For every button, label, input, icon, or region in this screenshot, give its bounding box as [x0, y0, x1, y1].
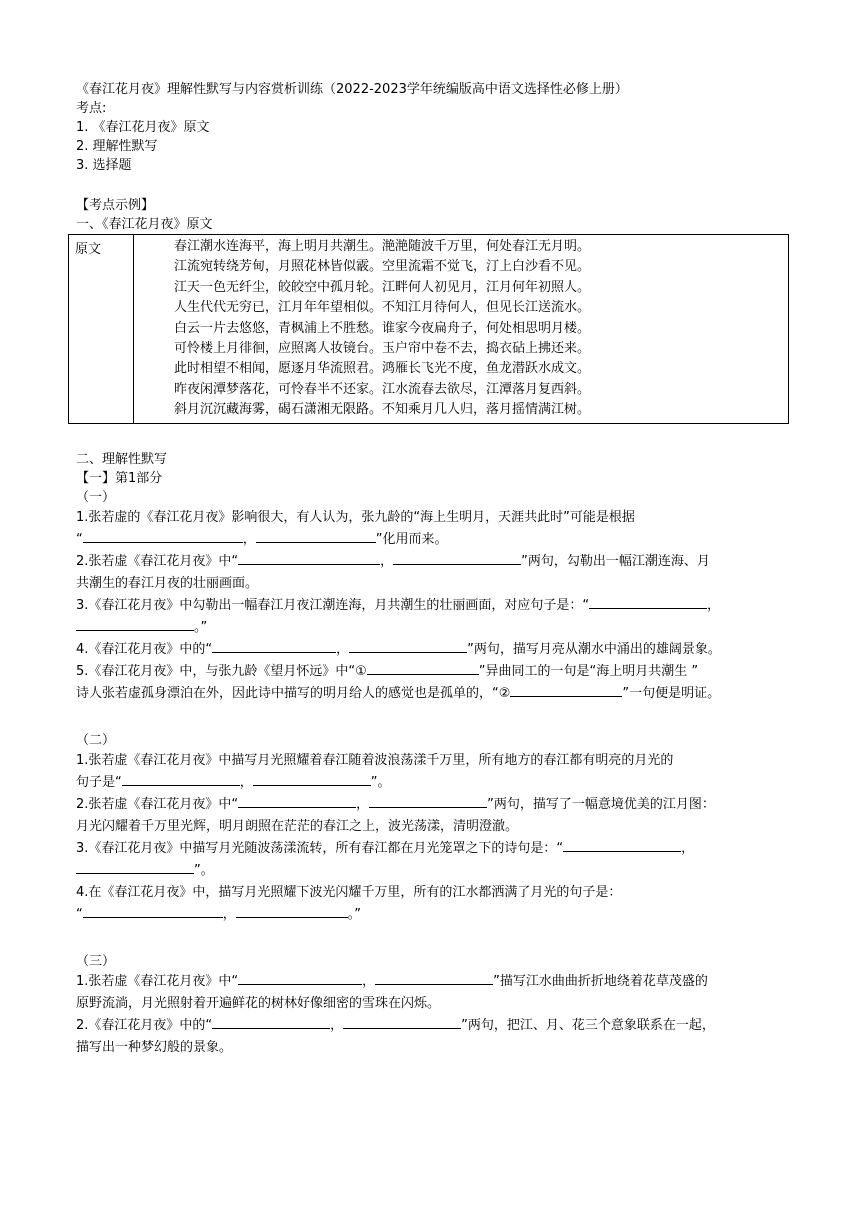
fill-blank[interactable] [212, 1015, 330, 1029]
text: ， [707, 597, 721, 613]
text: 2.张若虚《春江花月夜》中“ [76, 553, 239, 569]
g1-q1-line1: 1.张若虚的《春江花月夜》影响很大，有人认为，张九龄的“海上生明月，天涯共此时”可能是根据 [76, 509, 635, 525]
g1-q1-line2 [76, 529, 786, 551]
text: ， [681, 840, 695, 856]
text: 2.张若虚《春江花月夜》中“ [76, 796, 239, 812]
kaodian-item-2: 2. 理解性默写 [76, 139, 158, 154]
text: ， [380, 553, 394, 569]
text: ”两句，勾勒出一幅江潮连海、月 [521, 553, 710, 569]
g1-q2-line1 [76, 551, 786, 573]
poem-line: 斜月沉沉藏海雾，碣石潇湘无限路。不知乘月几人归，落月摇情满江树。 [174, 402, 591, 418]
fill-blank[interactable] [369, 794, 487, 808]
text: 4.《春江花月夜》中的“ [76, 641, 213, 657]
text: 诗人张若虚孤身漂泊在外，因此诗中描写的明月给人的感觉也是孤单的，“② [76, 685, 511, 701]
poem-line: 白云一片去悠悠，青枫浦上不胜愁。谁家今夜扁舟子，何处相思明月楼。 [174, 320, 591, 336]
text: ， [362, 973, 376, 989]
fill-blank[interactable] [253, 772, 371, 786]
poem-line: 人生代代无穷已，江月年年望相似。不知江月待何人，但见长江送流水。 [174, 300, 591, 316]
kaodian-item-3: 3. 选择题 [76, 158, 132, 173]
fill-blank[interactable] [238, 551, 380, 565]
poem-table [68, 234, 789, 424]
kaodian-label: 考点: [76, 101, 107, 116]
poem-line: 江天一色无纤尘，皎皎空中孤月轮。江畔何人初见月，江月何年初照人。 [174, 279, 591, 295]
text: ”两句，描写月亮从潮水中涌出的雄阔景象。 [467, 641, 721, 657]
g2-q3-line2 [76, 860, 786, 882]
g2-q1-line2 [76, 772, 786, 794]
fill-blank[interactable] [83, 529, 243, 543]
text: 1.张若虚《春江花月夜》中“ [76, 973, 239, 989]
text: ”一句便是明证。 [622, 685, 721, 701]
text: ”。 [194, 862, 214, 878]
section2-title: 二、理解性默写 [76, 451, 168, 467]
part1-title: 【一】第1部分 [76, 470, 163, 486]
text: 3.《春江花月夜》中勾勒出一幅春江月夜江潮连海，月共潮生的壮丽画面，对应句子是：“ [76, 597, 590, 613]
fill-blank[interactable] [367, 661, 479, 675]
text: ”。 [370, 774, 391, 790]
g2-q4-line2 [76, 904, 786, 926]
fill-blank[interactable] [563, 838, 681, 852]
g1-q3-line2 [76, 617, 786, 639]
text: 5.《春江花月夜》中，与张九龄《望月怀远》中“① [76, 663, 367, 679]
fill-blank[interactable] [589, 595, 707, 609]
poem-line: 此时相望不相闻，愿逐月华流照君。鸿雁长飞光不度，鱼龙潜跃水成文。 [174, 361, 591, 377]
fill-blank[interactable] [238, 794, 356, 808]
g1-q5-line2 [76, 683, 786, 705]
text: ， [330, 1017, 344, 1033]
fill-blank[interactable] [236, 904, 348, 918]
fill-blank[interactable] [238, 971, 362, 985]
text: ”描写江水曲曲折折地绕着花草茂盛的 [493, 973, 708, 989]
g1-q2-line2: 共潮生的春江月夜的壮丽画面。 [76, 575, 259, 591]
g2-q2-line2: 月光闪耀着千万里光辉，明月朗照在茫茫的春江之上，波光荡漾，清明澄澈。 [76, 818, 519, 834]
g1-q4 [76, 639, 786, 661]
text: 2.《春江花月夜》中的“ [76, 1017, 213, 1033]
g2-q3-line1 [76, 838, 786, 860]
poem-line: 昨夜闲潭梦落花，可怜春半不还家。江水流春去欲尽，江潭落月复西斜。 [174, 381, 591, 397]
text: ”异曲同工的一句是“海上明月共潮生 ” [478, 663, 699, 679]
kaodian-item-1: 1. 《春江花月夜》原文 [76, 120, 210, 135]
fill-blank[interactable] [122, 772, 240, 786]
g2-q2-line1 [76, 794, 786, 816]
g2-q4-line1: 4.在《春江花月夜》中，描写月光照耀下波光闪耀千万里，所有的江水都洒满了月光的句子是： [76, 884, 622, 900]
text: ， [242, 531, 256, 547]
text: ， [356, 796, 370, 812]
text: 。” [347, 906, 362, 922]
fill-blank[interactable] [510, 683, 622, 697]
text: 句子是“ [76, 774, 122, 790]
text: “ [76, 531, 83, 547]
fill-blank[interactable] [375, 971, 493, 985]
text: ”化用而来。 [375, 531, 448, 547]
fill-blank[interactable] [343, 1015, 461, 1029]
g1-q3-line1 [76, 595, 786, 617]
text: 。” [194, 619, 208, 635]
g3-q2-line2: 描写出一种梦幻般的景象。 [76, 1039, 233, 1055]
fill-blank[interactable] [83, 904, 223, 918]
fill-blank[interactable] [76, 617, 194, 631]
text: ， [239, 774, 253, 790]
fill-blank[interactable] [212, 639, 336, 653]
example-header: 【考点示例】 [76, 198, 155, 213]
doc-title: 《春江花月夜》理解性默写与内容赏析训练（2022-2023学年统编版高中语文选择性必修上册） [76, 82, 628, 97]
text: ， [336, 641, 350, 657]
g3-q1-line1 [76, 971, 786, 993]
group1-label: （一） [76, 489, 116, 505]
group2-label: （二） [76, 732, 116, 748]
fill-blank[interactable] [76, 860, 194, 874]
poem-line: 可怜楼上月徘徊，应照离人妆镜台。玉户帘中卷不去，捣衣砧上拂还来。 [174, 341, 591, 357]
text: ”两句，把江、月、花三个意象联系在一起， [461, 1017, 715, 1033]
poem-line: 江流宛转绕芳甸，月照花林皆似霰。空里流霜不觉飞，汀上白沙看不见。 [174, 259, 591, 275]
g3-q1-line2: 原野流淌，月光照射着开遍鲜花的树林好像细密的雪珠在闪烁。 [76, 995, 441, 1011]
group3-label: （三） [76, 953, 116, 969]
text: 3.《春江花月夜》中描写月光随波荡漾流转，所有春江都在月光笼罩之下的诗句是：“ [76, 840, 564, 856]
g3-q2-line1 [76, 1015, 786, 1037]
g2-q1-line1: 1.张若虚《春江花月夜》中描写月光照耀着春江随着波浪荡漾千万里，所有地方的春江都有明亮的月光的 [76, 752, 674, 768]
poem-line: 春江潮水连海平，海上明月共潮生。滟滟随波千万里，何处春江无月明。 [174, 239, 591, 254]
document-page [76, 80, 786, 1059]
poem-label: 原文 [69, 235, 134, 424]
fill-blank[interactable] [393, 551, 521, 565]
section1-title: 一、《春江花月夜》原文 [76, 217, 213, 232]
fill-blank[interactable] [256, 529, 376, 543]
text: ， [222, 906, 236, 922]
poem-body [134, 235, 789, 424]
text: “ [76, 906, 83, 922]
g1-q5-line1 [76, 661, 786, 683]
fill-blank[interactable] [349, 639, 467, 653]
text: ”两句，描写了一幅意境优美的江月图： [487, 796, 715, 812]
